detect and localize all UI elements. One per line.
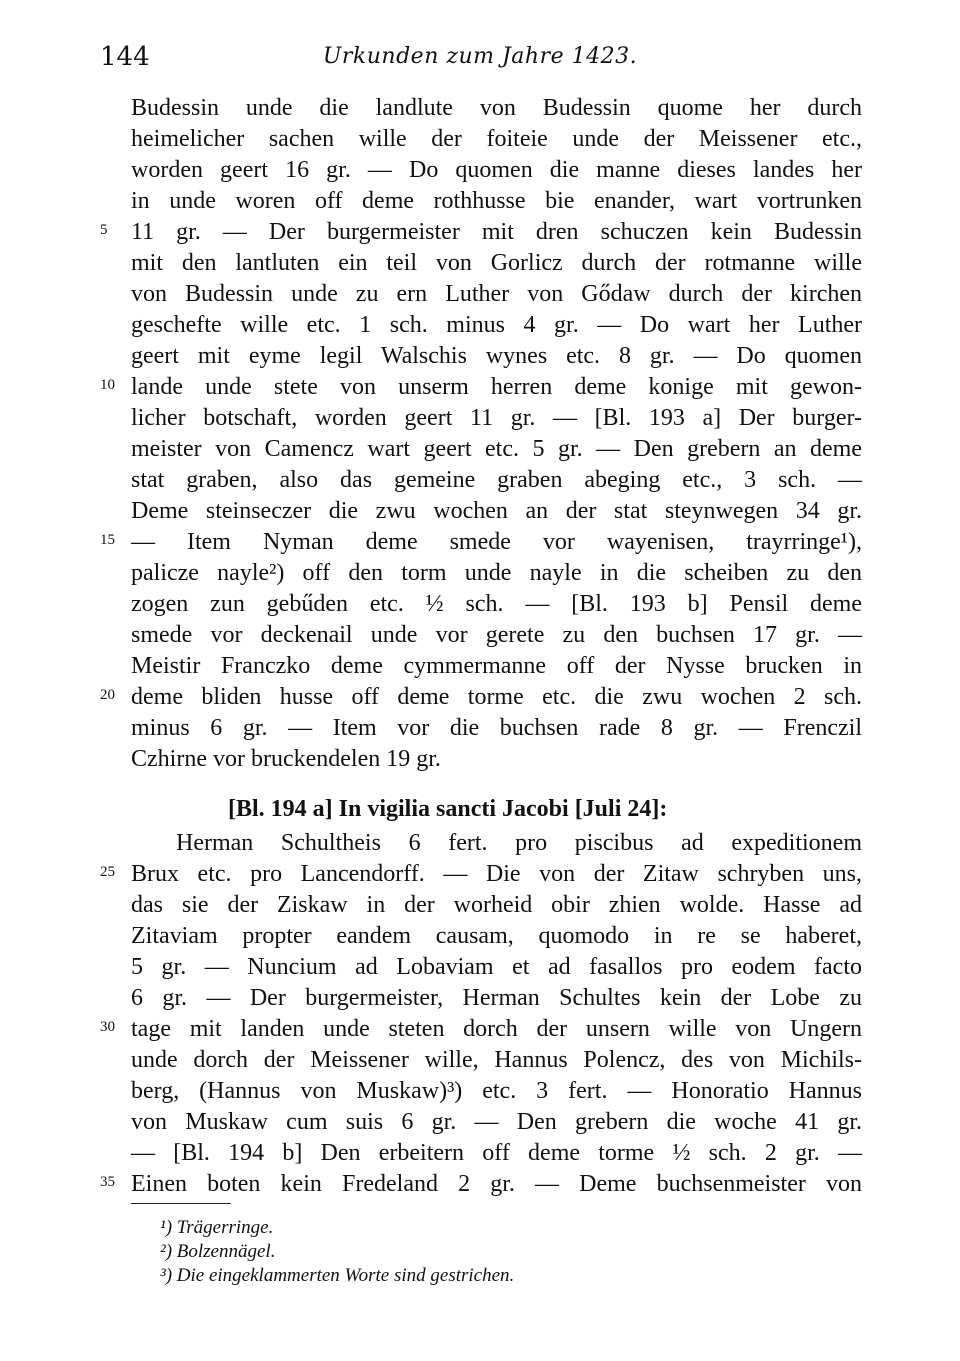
text-line: geert mit eyme legil Walschis wynes etc. 8 gr. — Do quomen [131,343,862,369]
running-title: Urkunden zum Jahre 1423. [322,44,638,69]
text-line: zogen zun gebűden etc. ½ sch. — [Bl. 193 b] Pensil deme [131,591,862,617]
text-line: Deme steinseczer die zwu wochen an der stat steynwegen 34 gr. [131,498,862,524]
footnote-rule [131,1203,231,1204]
line-number: 25 [100,864,115,880]
text-line: licher botschaft, worden geert 11 gr. — [Bl. 193 a] Der burger- [131,405,862,431]
text-line: deme bliden husse off deme torme etc. die zwu wochen 2 sch. [131,684,862,710]
text-line: in unde woren off deme rothhusse bie enander, wart vortrunken [131,188,862,214]
text-line: Einen boten kein Fredeland 2 gr. — Deme buchsenmeister von [131,1171,862,1197]
text-line: Meistir Franczko deme cymmermanne off der Nysse brucken in [131,653,862,679]
text-line: stat graben, also das gemeine graben abeging etc., 3 sch. — [131,467,862,493]
text-line: geschefte wille etc. 1 sch. minus 4 gr. — Do wart her Luther [131,312,862,338]
text-line: das sie der Ziskaw in der worheid obir zhien wolde. Hasse ad [131,892,862,918]
text-line: Czhirne vor bruckendelen 19 gr. [131,746,441,772]
footnote: ¹) Trägerringe. [160,1217,274,1238]
text-line: 11 gr. — Der burgermeister mit dren schuczen kein Budessin [131,219,862,245]
line-number: 20 [100,687,115,703]
text-line: heimelicher sachen wille der foiteie unde der Meissener etc., [131,126,862,152]
text-line: 5 gr. — Nuncium ad Lobaviam et ad fasallos pro eodem facto [131,954,862,980]
text-line: von Muskaw cum suis 6 gr. — Den grebern die woche 41 gr. [131,1109,862,1135]
text-line: — [Bl. 194 b] Den erbeitern off deme torme ½ sch. 2 gr. — [131,1140,862,1166]
text-line: meister von Camencz wart geert etc. 5 gr. — Den grebern an deme [131,436,862,462]
text-line: 6 gr. — Der burgermeister, Herman Schultes kein der Lobe zu [131,985,862,1011]
text-line: Zitaviam propter eandem causam, quomodo in re se haberet, [131,923,862,949]
line-number: 5 [100,222,108,238]
text-line: tage mit landen unde steten dorch der unsern wille von Ungern [131,1016,862,1042]
text-line: mit den lantluten ein teil von Gorlicz durch der rotmanne wille [131,250,862,276]
footnote: ³) Die eingeklammerten Worte sind gestrichen. [160,1265,515,1286]
page-number: 144 [100,42,150,72]
text-line: minus 6 gr. — Item vor die buchsen rade 8 gr. — Frenczil [131,715,862,741]
footnote: ²) Bolzennägel. [160,1241,276,1262]
text-line: Budessin unde die landlute von Budessin quome her durch [131,95,862,121]
text-line: smede vor deckenail unde vor gerete zu den buchsen 17 gr. — [131,622,862,648]
text-line: von Budessin unde zu ern Luther von Gődaw durch der kirchen [131,281,862,307]
text-line: Brux etc. pro Lancendorff. — Die von der Zitaw schryben uns, [131,861,862,887]
text-line: palicze nayle²) off den torm unde nayle in die scheiben zu den [131,560,862,586]
text-line: berg, (Hannus von Muskaw)³) etc. 3 fert. — Honoratio Hannus [131,1078,862,1104]
line-number: 35 [100,1174,115,1190]
text-line: worden geert 16 gr. — Do quomen die manne dieses landes her [131,157,862,183]
page-header [100,42,860,76]
section-heading: [Bl. 194 a] In vigilia sancti Jacobi [Juli 24]: [228,796,668,822]
text-line: Herman Schultheis 6 fert. pro piscibus ad expeditionem [176,830,862,856]
line-number: 30 [100,1019,115,1035]
text-line: lande unde stete von unserm herren deme konige mit gewon- [131,374,862,400]
text-line: unde dorch der Meissener wille, Hannus Polencz, des von Michils- [131,1047,862,1073]
line-number: 10 [100,377,115,393]
line-number: 15 [100,532,115,548]
text-line: — Item Nyman deme smede vor wayenisen, trayrringe¹), [131,529,862,555]
